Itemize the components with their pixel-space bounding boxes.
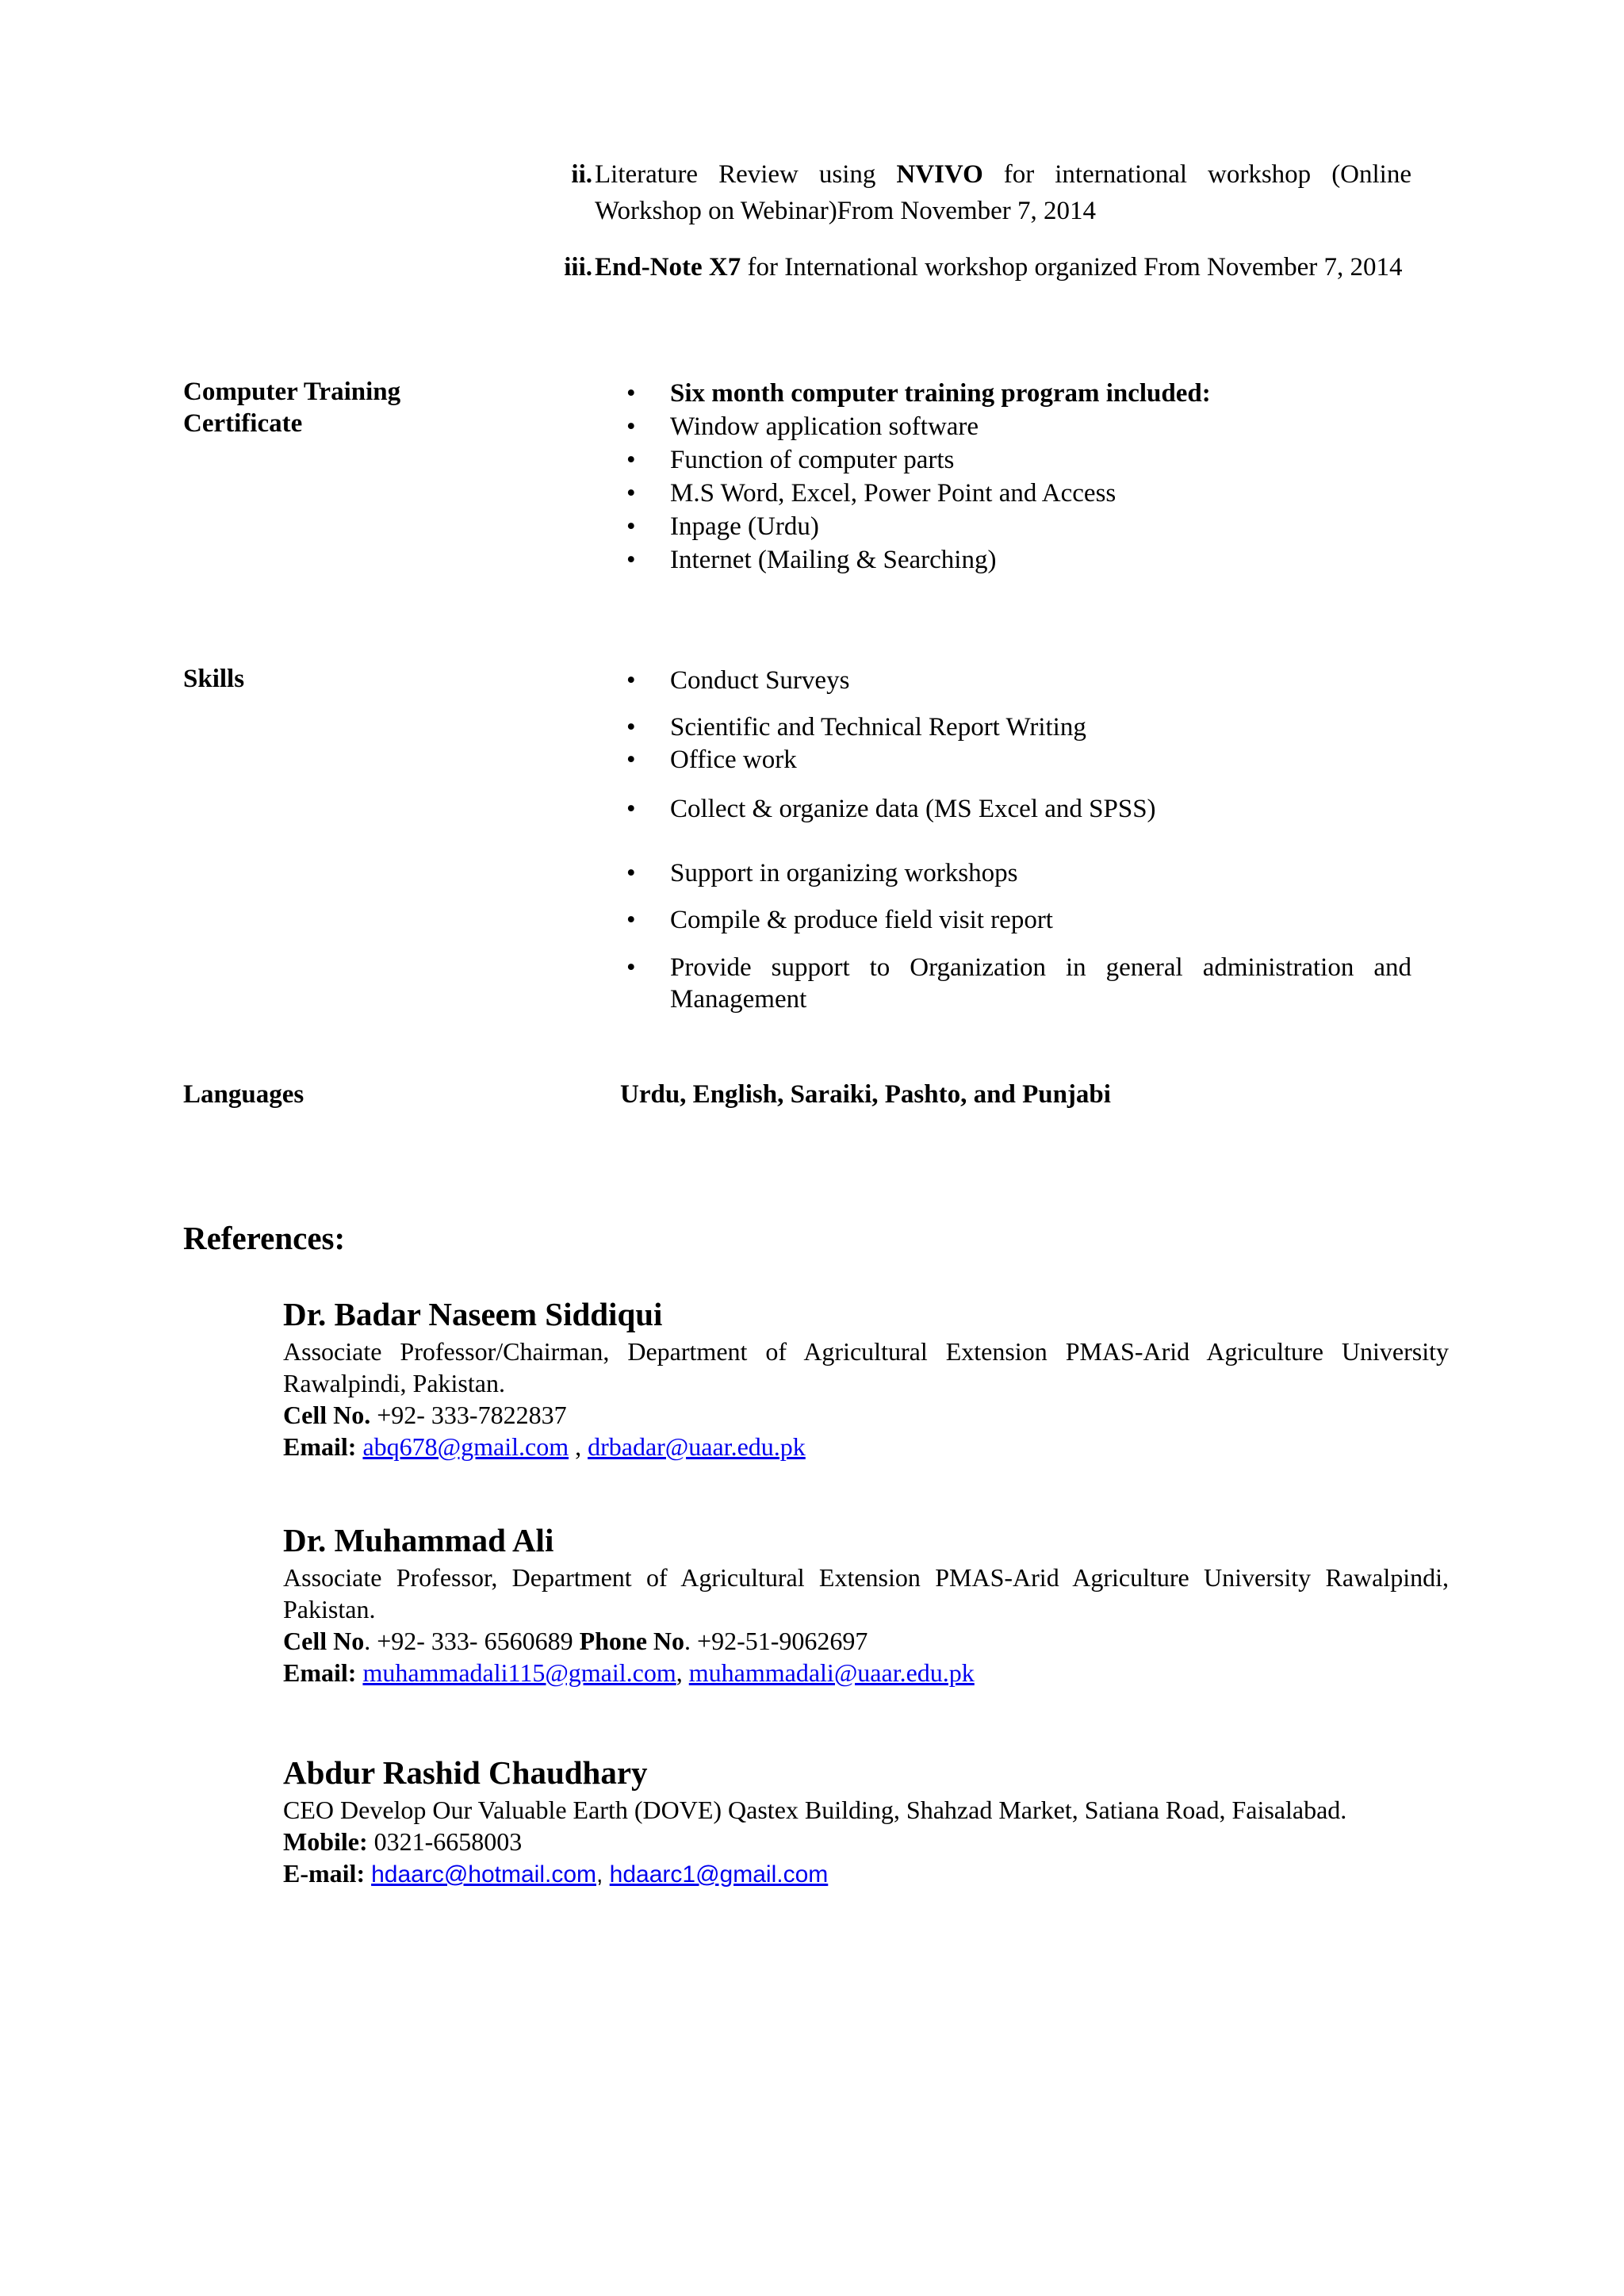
list-item [619,744,1411,776]
mobile-value: 0321-6658003 [367,1827,523,1856]
list-item-text: Compile & produce field visit report [670,906,1053,934]
reference-description: Associate Professor/Chairman, Department of Agricultural Extension PMAS-Arid Agriculture University Rawalpindi, Pakistan. [283,1337,1449,1397]
reference-cell [283,1399,1449,1431]
list-item-text: Scientific and Technical Report Writing [670,713,1086,742]
list-item [619,411,1411,443]
workshop-text-pre: Literature Review using [595,160,897,189]
workshop-text [595,156,1411,229]
reference-cell [283,1625,1449,1657]
bullet-icon: • [626,746,636,774]
list-item-text: Conduct Surveys [670,666,850,695]
reference-entry [283,1753,1449,1891]
phone-value: . +92-51-9062697 [684,1627,868,1655]
list-item [619,378,1411,409]
email-separator: , [569,1432,588,1461]
list-item-text: M.S Word, Excel, Power Point and Access [670,479,1116,508]
list-item [619,857,1411,889]
workshop-number: ii. [571,160,592,189]
reference-name: Dr. Badar Naseem Siddiqui [283,1296,663,1332]
reference-email [283,1431,1449,1462]
email-separator: , [676,1658,689,1687]
bullet-icon: • [626,479,636,508]
email-link[interactable]: muhammadali115@gmail.com [362,1658,676,1687]
cell-value: . +92- 333- 6560689 [364,1627,580,1655]
list-item [619,544,1411,576]
phone-label: Phone No [579,1627,685,1655]
list-item [619,793,1411,825]
list-item-text: Collect & organize data (MS Excel and SPSS) [670,795,1156,823]
bullet-icon: • [626,379,636,408]
bullet-icon: • [626,512,636,541]
references-heading: References: [183,1220,346,1256]
email-link[interactable]: hdaarc1@gmail.com [609,1861,829,1888]
bullet-icon: • [626,713,636,742]
workshop-text-post: for International workshop organized From November 7, 2014 [741,253,1403,282]
list-item [619,511,1411,542]
email-link[interactable]: abq678@gmail.com [362,1432,569,1461]
reference-description: Associate Professor, Department of Agricultural Extension PMAS-Arid Agriculture University Rawalpindi, Pakistan. [283,1563,1449,1623]
list-item [619,477,1411,509]
list-item-text: Office work [670,746,797,774]
email-label: Email: [283,1658,357,1687]
workshop-text-post: for international workshop (Online Workshop on Webinar)From November 7, 2014 [595,160,1411,225]
email-separator: , [596,1861,610,1888]
reference-email [283,1657,1449,1688]
reference-entry [283,1294,1449,1462]
list-item [619,904,1411,936]
reference-name: Abdur Rashid Chaudhary [283,1754,648,1791]
bullet-icon: • [626,412,636,441]
list-item-text: Support in organizing workshops [670,859,1018,887]
list-item-text: Function of computer parts [670,446,955,474]
mobile-label: Mobile: [283,1827,368,1856]
email-link[interactable]: muhammadali@uaar.edu.pk [688,1658,975,1687]
workshop-text-bold: End-Note X7 [595,253,741,282]
cell-value: +92- 333-7822837 [370,1401,567,1429]
list-item [619,952,1411,1015]
workshop-text-bold: NVIVO [896,160,983,189]
reference-name: Dr. Muhammad Ali [283,1522,554,1558]
email-link[interactable]: drbadar@uaar.edu.pk [588,1432,806,1461]
bullet-icon: • [626,666,636,695]
list-item [619,711,1411,743]
workshop-item-iii [559,249,1411,286]
section-label-skills: Skills [183,665,245,693]
workshop-text [595,249,1411,286]
section-label-computer-training [183,376,400,439]
bullet-icon: • [626,795,636,823]
workshop-item-ii [559,156,1411,229]
list-item [619,444,1411,476]
list-item [619,665,1411,696]
cell-label: Cell No [283,1627,365,1655]
email-label: E-mail: [283,1859,366,1888]
bullet-icon: • [626,906,636,934]
workshop-number: iii. [564,253,592,282]
list-item-text: Inpage (Urdu) [670,512,819,541]
languages-value: Urdu, English, Saraiki, Pashto, and Punjabi [620,1080,1111,1109]
bullet-icon: • [626,546,636,574]
email-label: Email: [283,1432,357,1461]
label-line: Computer Training [183,378,401,406]
list-item-text: Six month computer training program included: [670,379,1211,408]
list-item-text: Window application software [670,412,979,441]
list-item-text: Internet (Mailing & Searching) [670,546,997,574]
section-label-languages: Languages [183,1080,304,1109]
bullet-icon: • [626,446,636,474]
reference-description: CEO Develop Our Valuable Earth (DOVE) Qastex Building, Shahzad Market, Satiana Road, Faisalabad. [283,1796,1347,1824]
label-line: Certificate [183,409,303,438]
reference-mobile [283,1826,1449,1857]
bullet-icon: • [626,859,636,887]
reference-email [283,1857,1449,1891]
email-link[interactable]: hdaarc@hotmail.com [371,1861,596,1888]
bullet-icon: • [626,953,636,982]
cell-label: Cell No. [283,1401,371,1429]
reference-entry [283,1520,1449,1688]
list-item-text: Provide support to Organization in general administration and Management [670,953,1411,1014]
